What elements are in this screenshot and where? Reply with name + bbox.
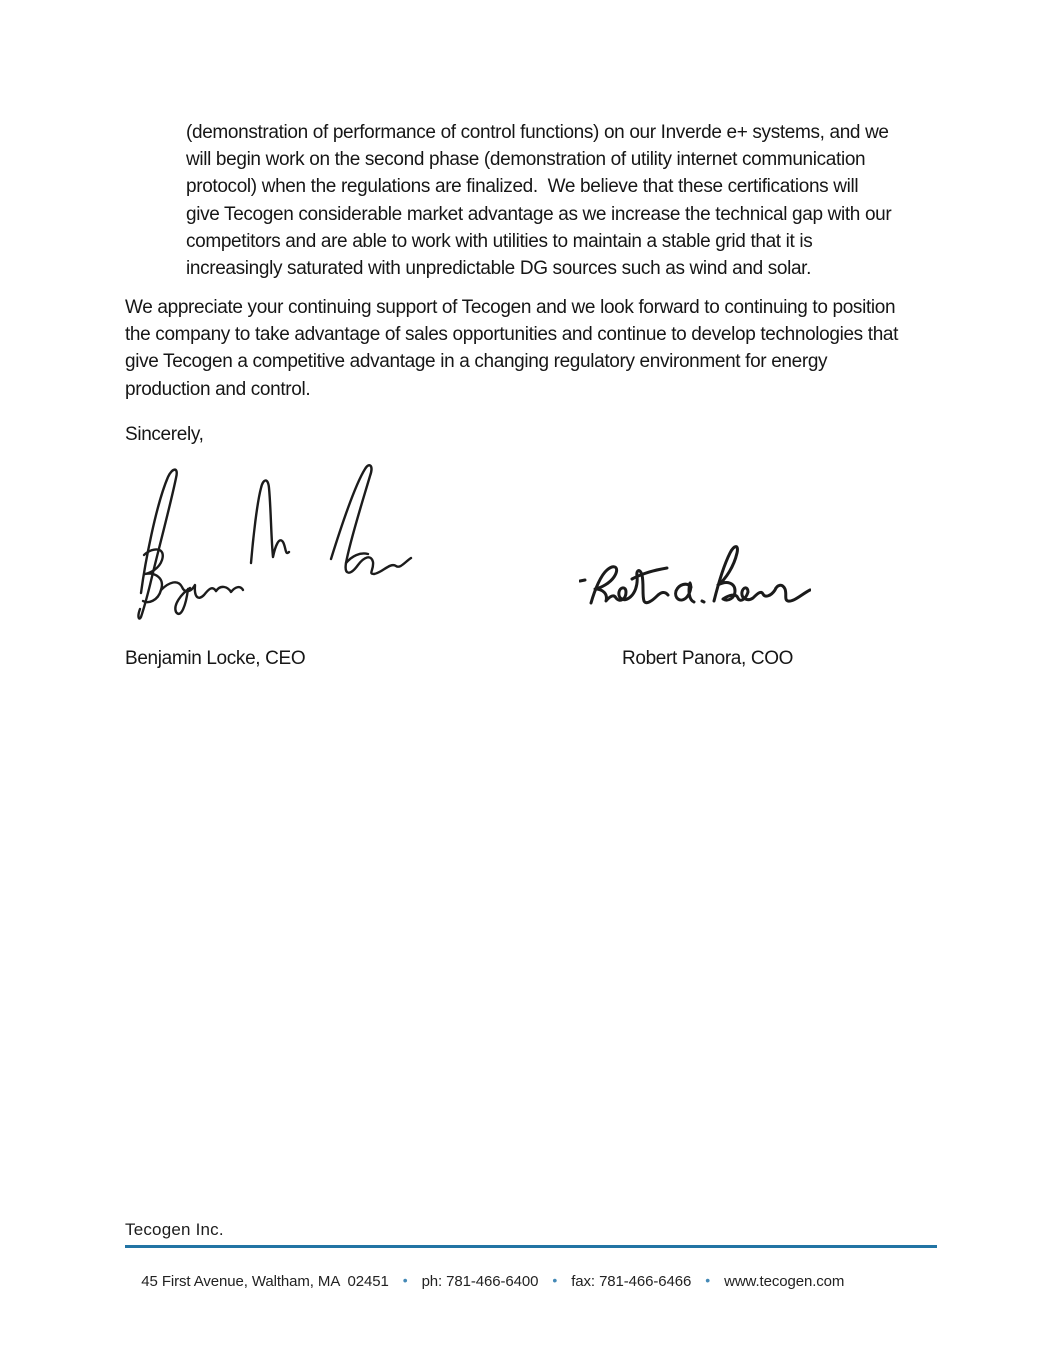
text-line: (demonstration of performance of control functions) on our Inverde e+ systems, and we: [186, 122, 889, 143]
text-line: the company to take advantage of sales opportunities and continue to develop technologies that: [125, 324, 899, 346]
signer-name-coo: Robert Panora, COO: [622, 648, 794, 669]
signer-name-ceo: Benjamin Locke, CEO: [125, 648, 306, 669]
indented-paragraph: [186, 119, 956, 282]
text-line: increasingly saturated with unpredictable DG sources such as wind and solar.: [186, 258, 812, 280]
bullet-separator-icon: •: [552, 1272, 558, 1288]
footer-fax: fax: 781-466-6466: [571, 1273, 692, 1290]
footer-company-name: Tecogen Inc.: [125, 1220, 224, 1239]
signature-robert-panora: [579, 543, 811, 615]
handwritten-signature-icon: [131, 461, 415, 623]
footer-contact-line: [125, 1256, 844, 1307]
text-line: will begin work on the second phase (demonstration of utility internet communication: [186, 149, 866, 171]
salutation: Sincerely,: [125, 424, 204, 445]
footer-address: 45 First Avenue, Waltham, MA 02451: [141, 1273, 389, 1290]
text-line: give Tecogen a competitive advantage in a changing regulatory environment for energy: [125, 351, 828, 373]
text-line: protocol) when the regulations are finalized. We believe that these certifications will: [186, 176, 859, 198]
text-line: production and control.: [125, 378, 311, 400]
handwritten-signature-icon: [579, 543, 811, 615]
footer-website: www.tecogen.com: [724, 1273, 845, 1290]
bullet-separator-icon: •: [705, 1272, 711, 1288]
bullet-separator-icon: •: [402, 1272, 408, 1288]
closing-paragraph: [125, 294, 965, 403]
signature-benjamin-locke: [131, 461, 415, 623]
text-line: We appreciate your continuing support of Tecogen and we look forward to continuing to position: [125, 297, 896, 318]
text-line: competitors and are able to work with utilities to maintain a stable grid that it is: [186, 230, 813, 252]
footer-divider-rule: [125, 1245, 937, 1248]
footer-phone: ph: 781-466-6400: [421, 1273, 539, 1290]
text-line: give Tecogen considerable market advantage as we increase the technical gap with our: [186, 203, 892, 225]
